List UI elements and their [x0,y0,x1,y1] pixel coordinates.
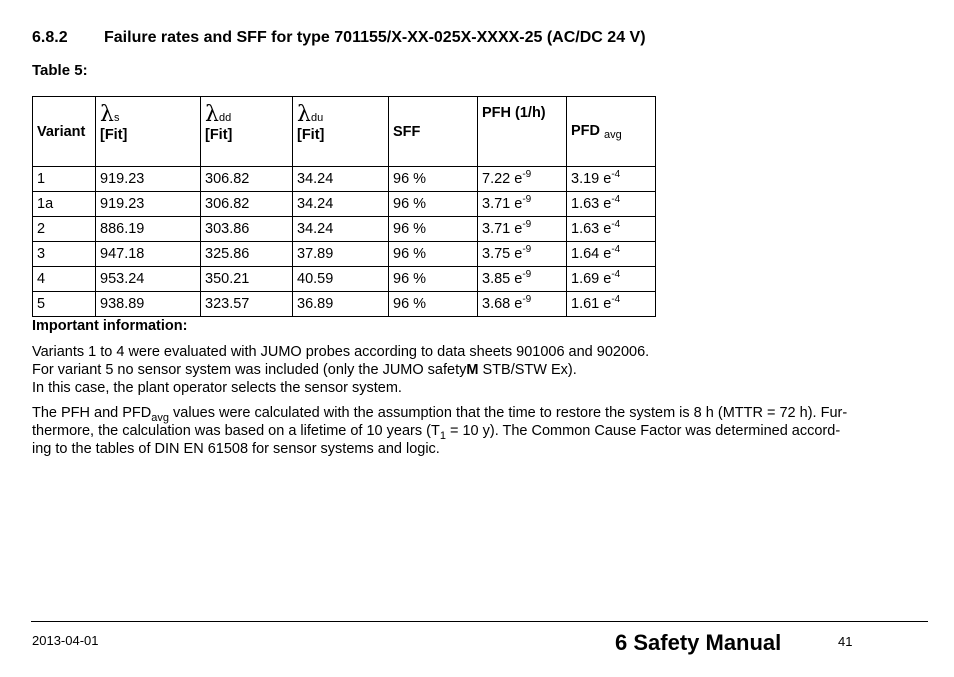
cell-pfh [478,292,567,317]
info-text: STB/STW Ex). [478,362,577,378]
cell-pfh [478,192,567,217]
cell-variant: 5 [33,292,96,317]
pfd-exponent: -4 [611,294,621,305]
info-line: ing to the tables of DIN EN 61508 for sensor systems and logic. [32,441,440,457]
pfh-mantissa: 3.68 e [482,296,523,312]
info-text: The PFH and PFD [32,405,152,421]
cell-lambda-s: 919.23 [96,192,201,217]
cell-sff: 96 % [389,192,478,217]
cell-sff: 96 % [389,267,478,292]
cell-variant: 3 [33,242,96,267]
cell-pfh [478,217,567,242]
cell-lambda-dd: 325.86 [201,242,293,267]
cell-pfd [567,267,656,292]
cell-pfd [567,217,656,242]
lambda-s-sub: s [113,112,120,124]
cell-lambda-du: 36.89 [293,292,389,317]
cell-variant: 2 [33,217,96,242]
pfh-exponent: -9 [522,269,532,280]
lambda-dd-sub: dd [218,112,232,124]
info-line: Variants 1 to 4 were evaluated with JUMO probes according to data sheets 901006 and 902006. [32,344,650,360]
header-sff: SFF [389,97,478,167]
cell-variant: 4 [33,267,96,292]
info-line: In this case, the plant operator selects the sensor system. [32,380,402,396]
cell-lambda-dd: 306.82 [201,167,293,192]
fit-unit: [Fit] [100,127,128,143]
cell-pfh [478,242,567,267]
table-row [33,292,656,317]
cell-pfd [567,292,656,317]
pfh-exponent: -9 [522,294,532,305]
pfd-exponent: -4 [611,269,621,280]
footer-date: 2013-04-01 [32,633,99,648]
failure-rates-table [32,96,656,317]
cell-lambda-dd: 350.21 [201,267,293,292]
cell-sff: 96 % [389,242,478,267]
cell-variant: 1 [33,167,96,192]
lambda-symbol: λ [100,102,114,127]
cell-sff: 96 % [389,217,478,242]
lambda-du-sub: du [310,112,324,124]
pfd-mantissa: 1.63 e [571,221,612,237]
table-row [33,242,656,267]
header-lambda-du [293,97,389,167]
pfh-exponent: -9 [522,219,532,230]
table-row [33,217,656,242]
table-row [33,192,656,217]
cell-pfh [478,167,567,192]
header-variant: Variant [33,97,96,167]
info-title: Important information: [32,318,188,334]
cell-lambda-dd: 306.82 [201,192,293,217]
pfd-exponent: -4 [611,169,621,180]
cell-lambda-s: 953.24 [96,267,201,292]
pfd-mantissa: 1.63 e [571,196,612,212]
pfh-exponent: -9 [522,169,532,180]
info-subscript: 1 [439,430,446,442]
cell-lambda-du: 34.24 [293,167,389,192]
pfh-mantissa: 3.71 e [482,196,523,212]
table-caption: Table 5: [32,62,88,79]
pfd-exponent: -4 [611,219,621,230]
pfd-mantissa: 1.69 e [571,271,612,287]
pfd-exponent: -4 [611,244,621,255]
pfd-mantissa: 1.64 e [571,246,612,262]
info-line [32,422,847,440]
pfh-mantissa: 7.22 e [482,171,523,187]
header-pfh: PFH (1/h) [478,97,567,167]
pfd-mantissa: 3.19 e [571,171,612,187]
cell-lambda-du: 34.24 [293,192,389,217]
footer-chapter-title: 6 Safety Manual [615,630,782,655]
pfh-mantissa: 3.85 e [482,271,523,287]
cell-lambda-s: 947.18 [96,242,201,267]
info-line [32,361,649,379]
pfd-mantissa: 1.61 e [571,296,612,312]
info-line [32,404,847,422]
cell-lambda-s: 938.89 [96,292,201,317]
section-number: 6.8.2 [32,29,68,46]
lambda-symbol: λ [205,102,219,127]
fit-unit: [Fit] [297,127,325,143]
cell-lambda-du: 40.59 [293,267,389,292]
cell-pfd [567,192,656,217]
info-paragraph-variants [32,343,649,397]
pfd-exponent: -4 [611,194,621,205]
pfh-exponent: -9 [522,194,532,205]
info-bold-text: M [466,362,479,378]
info-text: For variant 5 no sensor system was included (only the JUMO safety [32,362,467,378]
pfh-mantissa: 3.75 e [482,246,523,262]
info-paragraph-assumptions [32,404,847,458]
table-row [33,167,656,192]
section-heading [32,29,646,47]
cell-sff: 96 % [389,292,478,317]
info-text: values were calculated with the assumption that the time to restore the system is 8 h (MTTR = 72 h). Fur- [169,405,848,421]
pfh-mantissa: 3.71 e [482,221,523,237]
pfd-label: PFD [571,122,600,139]
page-number: 41 [838,634,853,649]
fit-unit: [Fit] [205,127,233,143]
table-row [33,267,656,292]
table-header-row [33,97,656,167]
cell-lambda-du: 34.24 [293,217,389,242]
cell-lambda-dd: 303.86 [201,217,293,242]
footer-divider [31,621,928,622]
section-title: Failure rates and SFF for type 701155/X-XX-025X-XXXX-25 (AC/DC 24 V) [104,29,646,46]
pfd-avg-sub: avg [604,128,622,141]
cell-sff: 96 % [389,167,478,192]
header-pfd [567,97,656,167]
info-text: = 10 y). The Common Cause Factor was determined accord- [445,423,841,439]
info-subscript: avg [151,412,170,424]
cell-variant: 1a [33,192,96,217]
header-lambda-dd [201,97,293,167]
cell-pfd [567,167,656,192]
cell-pfd [567,242,656,267]
cell-lambda-dd: 323.57 [201,292,293,317]
lambda-symbol: λ [297,102,311,127]
header-lambda-s [96,97,201,167]
cell-lambda-s: 919.23 [96,167,201,192]
cell-pfh [478,267,567,292]
pfh-exponent: -9 [522,244,532,255]
info-text: thermore, the calculation was based on a lifetime of 10 years (T [32,423,440,439]
cell-lambda-du: 37.89 [293,242,389,267]
cell-lambda-s: 886.19 [96,217,201,242]
